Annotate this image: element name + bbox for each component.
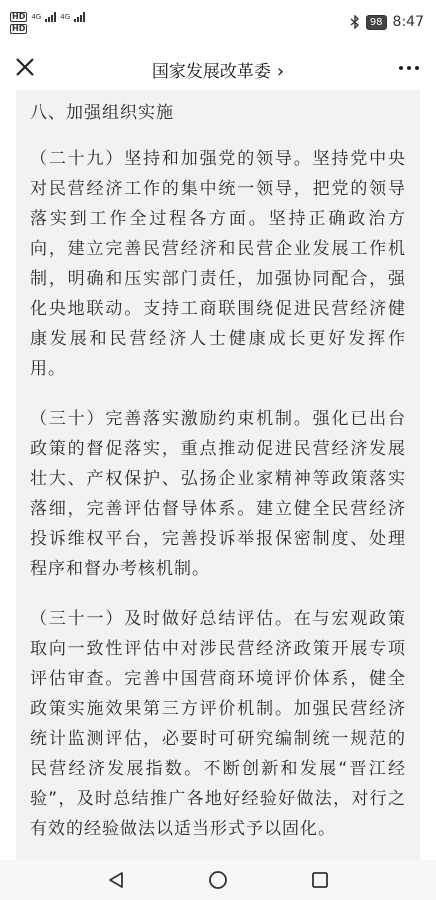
more-button[interactable] — [396, 56, 422, 80]
clock: 8:47 — [392, 14, 424, 30]
article-body[interactable] — [16, 90, 420, 860]
title-bar — [0, 46, 436, 90]
battery-indicator: 98 — [366, 15, 387, 30]
article-paragraph: （二十九）坚持和加强党的领导。坚持党中央对民营经济工作的集中统一领导，把党的领导落实到工作全过程各方面。坚持正确政治方向，建立完善民营经济和民营企业发展工作机制，明确和压实部门责任，加强协同配合，强化央地联动。支持工商联围绕促进民营经济健康发展和民营经济人士健康成长更好发挥作用。 — [30, 149, 406, 379]
recents-square-icon — [311, 871, 329, 889]
more-icon — [399, 66, 403, 70]
back-triangle-icon — [108, 871, 124, 889]
network2-label: 4G — [60, 13, 71, 21]
article-paragraph: （三十一）及时做好总结评估。在与宏观政策取向一致性评估中对涉民营经济政策开展专项评估审查。完善中国营商环境评价体系，健全政策实施效果第三方评价机制。加强民营经济统计监测评估，必要时可研究编制统一规范的民营经济发展指数。不断创新和发展“晋江经验”，及时总结推广各地好经验好做法，对行之有效的经验做法以适当形式予以固化。 — [30, 609, 406, 839]
signal2-icon — [74, 12, 85, 22]
status-right — [350, 14, 424, 30]
section-heading: 八、加强组织实施 — [30, 103, 174, 123]
chevron-right-icon: › — [276, 61, 285, 82]
bluetooth-icon — [350, 15, 360, 29]
nav-recents-button[interactable] — [308, 868, 332, 892]
status-bar — [0, 0, 436, 46]
sim2-hd-badge: HD — [12, 24, 26, 33]
account-title-link[interactable] — [0, 57, 436, 82]
network1-label: 4G — [31, 13, 42, 21]
signal1-icon — [45, 12, 56, 22]
more-icon-dot — [407, 66, 411, 70]
home-circle-icon — [208, 870, 228, 890]
system-nav-bar — [0, 860, 436, 900]
sim1-hd-badge: HD — [12, 12, 26, 21]
nav-back-button[interactable] — [104, 868, 128, 892]
page-title: 国家发展改革委 — [151, 62, 271, 82]
more-icon-dot — [415, 66, 419, 70]
network-indicators — [10, 12, 85, 34]
nav-home-button[interactable] — [206, 868, 230, 892]
article-paragraph: （三十）完善落实激励约束机制。强化已出台政策的督促落实，重点推动促进民营经济发展壮大、产权保护、弘扬企业家精神等政策落实落细，完善评估督导体系。建立健全民营经济投诉维权平台，完善投诉举报保密制度、处理程序和督办考核机制。 — [30, 409, 406, 579]
